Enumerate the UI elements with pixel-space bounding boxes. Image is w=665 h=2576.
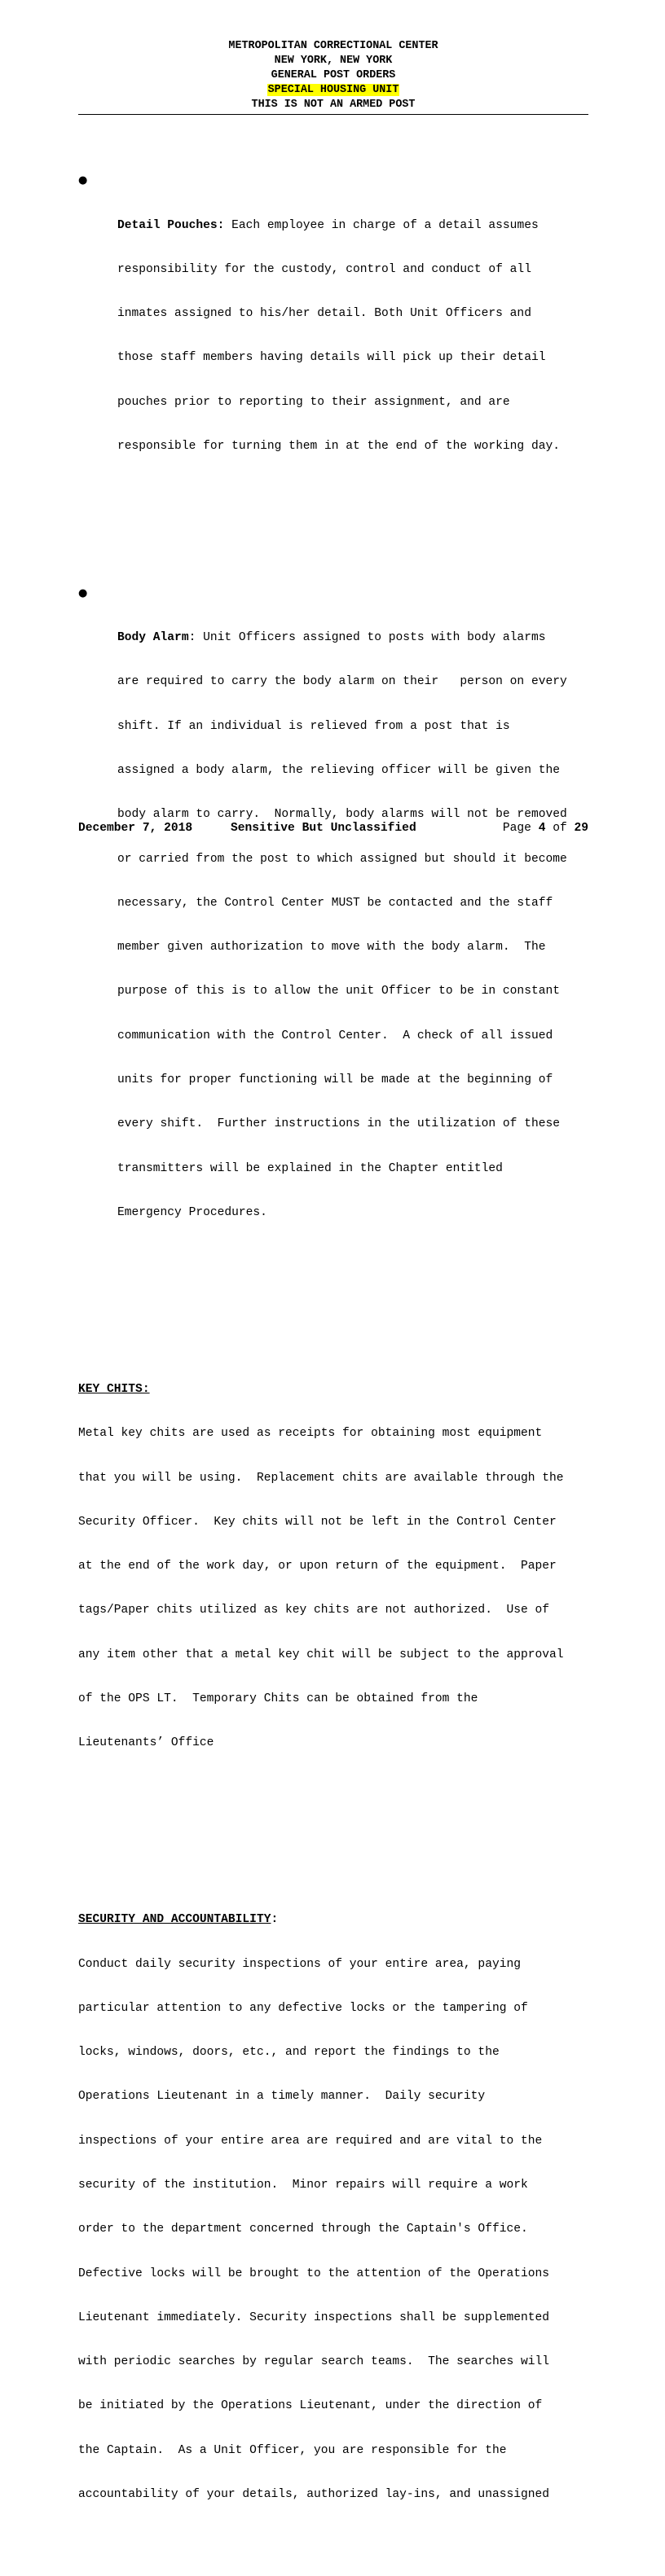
footer-date: December 7, 2018 <box>78 822 193 835</box>
bullet-label: Body Alarm <box>117 631 189 645</box>
bullet-line: every shift. Further instructions in the utilization of these <box>117 1117 560 1131</box>
document-body <box>78 129 616 2576</box>
header-armed-status: THIS IS NOT AN ARMED POST <box>251 99 416 111</box>
bullet-line: necessary, the Control Center MUST be contacted and the staff <box>117 896 553 910</box>
section-line: tags/Paper chits utilized as key chits are not authorized. Use of <box>78 1604 550 1617</box>
bullet-line: transmitters will be explained in the Chapter entitled <box>117 1161 503 1175</box>
paragraph-gap <box>78 1293 616 1308</box>
section-line: Metal key chits are used as receipts for obtaining most equipment <box>78 1427 543 1441</box>
section-line: Defective locks will be brought to the attention of the Operations <box>78 2267 550 2280</box>
bullet-icon: ● <box>78 174 88 187</box>
bullet-line: or carried from the post to which assigned but should it become <box>117 852 567 866</box>
bullet-first-text: Each employee in charge of a detail assumes <box>224 218 539 232</box>
bullet-line: Emergency Procedures. <box>117 1205 267 1219</box>
bullet-label: Detail Pouches: <box>117 218 225 232</box>
bullet-detail-pouches <box>78 173 616 483</box>
section-heading-row <box>78 1912 616 1927</box>
section-line: Conduct daily security inspections of your entire area, paying <box>78 1957 521 1971</box>
section-line: Lieutenant immediately. Security inspections shall be supplemented <box>78 2311 550 2324</box>
total-pages: 29 <box>574 822 588 835</box>
bullet-line: units for proper functioning will be made at the beginning of <box>117 1073 553 1086</box>
section-key-chits <box>78 1353 616 1780</box>
section-line: any item other that a metal key chit will be subject to the approval <box>78 1648 564 1661</box>
paragraph-gap <box>78 528 616 542</box>
section-line: at the end of the work day, or upon return of the equipment. Paper <box>78 1560 557 1573</box>
current-page: 4 <box>538 822 546 835</box>
section-line: with periodic searches by regular search teams. The searches will <box>78 2355 550 2369</box>
section-title-security: SECURITY AND ACCOUNTABILITY <box>78 1913 271 1927</box>
bullet-line: body alarm to carry. Normally, body alarms will not be removed <box>117 808 567 822</box>
section-title-key-chits: KEY CHITS: <box>78 1382 150 1396</box>
bullet-line: those staff members having details will pick up their detail <box>117 351 546 365</box>
section-line: of the OPS LT. Temporary Chits can be obtained from the <box>78 1692 478 1705</box>
bullet-first-text: : Unit Officers assigned to posts with body alarms <box>188 631 546 645</box>
bullet-first-line <box>117 630 616 645</box>
of-label: of <box>545 822 575 835</box>
paragraph-gap <box>78 1824 616 1839</box>
bullet-line: inmates assigned to his/her detail. Both Unit Officers and <box>117 307 531 321</box>
section-line: the Captain. As a Unit Officer, you are responsible for the <box>78 2443 507 2457</box>
bullet-line: responsible for turning them in at the end of the working day. <box>117 439 560 453</box>
bullet-line: are required to carry the body alarm on their person on every <box>117 675 567 689</box>
section-title-colon: : <box>271 1913 279 1927</box>
section-line: Operations Lieutenant in a timely manner. Daily security <box>78 2090 486 2104</box>
section-line: that you will be using. Replacement chits are available through the <box>78 1471 564 1485</box>
header-location: NEW YORK, NEW YORK <box>274 55 393 67</box>
footer-classification: Sensitive But Unclassified <box>231 822 416 835</box>
section-line: order to the department concerned through the Captain's Office. <box>78 2223 528 2236</box>
header-unit-highlighted: SPECIAL HOUSING UNIT <box>267 84 399 96</box>
document-header <box>78 39 588 112</box>
bullet-line: member given authorization to move with the body alarm. The <box>117 941 546 954</box>
bullet-line: shift. If an individual is relieved from a post that is <box>117 719 510 733</box>
section-line: security of the institution. Minor repairs will require a work <box>78 2179 528 2192</box>
section-line: be initiated by the Operations Lieutenant, under the direction of <box>78 2399 543 2413</box>
header-document-type: GENERAL POST ORDERS <box>271 69 396 81</box>
bullet-line: pouches prior to reporting to their assignment, and are <box>117 395 510 409</box>
header-divider <box>78 114 588 115</box>
section-security-accountability <box>78 1883 616 2531</box>
bullet-body-alarm <box>78 586 616 1249</box>
page-label: Page <box>502 822 539 835</box>
document-footer <box>78 820 588 836</box>
section-line: inspections of your entire area are required and are vital to the <box>78 2134 543 2148</box>
section-line: accountability of your details, authorized lay-ins, and unassigned <box>78 2488 550 2501</box>
bullet-icon: ● <box>78 586 88 599</box>
bullet-line: communication with the Control Center. A check of all issued <box>117 1029 553 1042</box>
footer-page-number <box>503 820 588 836</box>
bullet-line: responsibility for the custody, control and conduct of all <box>117 262 531 276</box>
section-line: particular attention to any defective locks or the tampering of <box>78 2001 528 2015</box>
header-institution: METROPOLITAN CORRECTIONAL CENTER <box>228 40 438 52</box>
section-line: locks, windows, doors, etc., and report the findings to the <box>78 2046 500 2060</box>
bullet-line: purpose of this is to allow the unit Officer to be in constant <box>117 985 560 998</box>
bullet-line: assigned a body alarm, the relieving officer will be given the <box>117 764 560 778</box>
bullet-first-line <box>117 218 616 233</box>
section-line: Security Officer. Key chits will not be left in the Control Center <box>78 1515 557 1529</box>
section-line: Lieutenants’ Office <box>78 1736 214 1750</box>
